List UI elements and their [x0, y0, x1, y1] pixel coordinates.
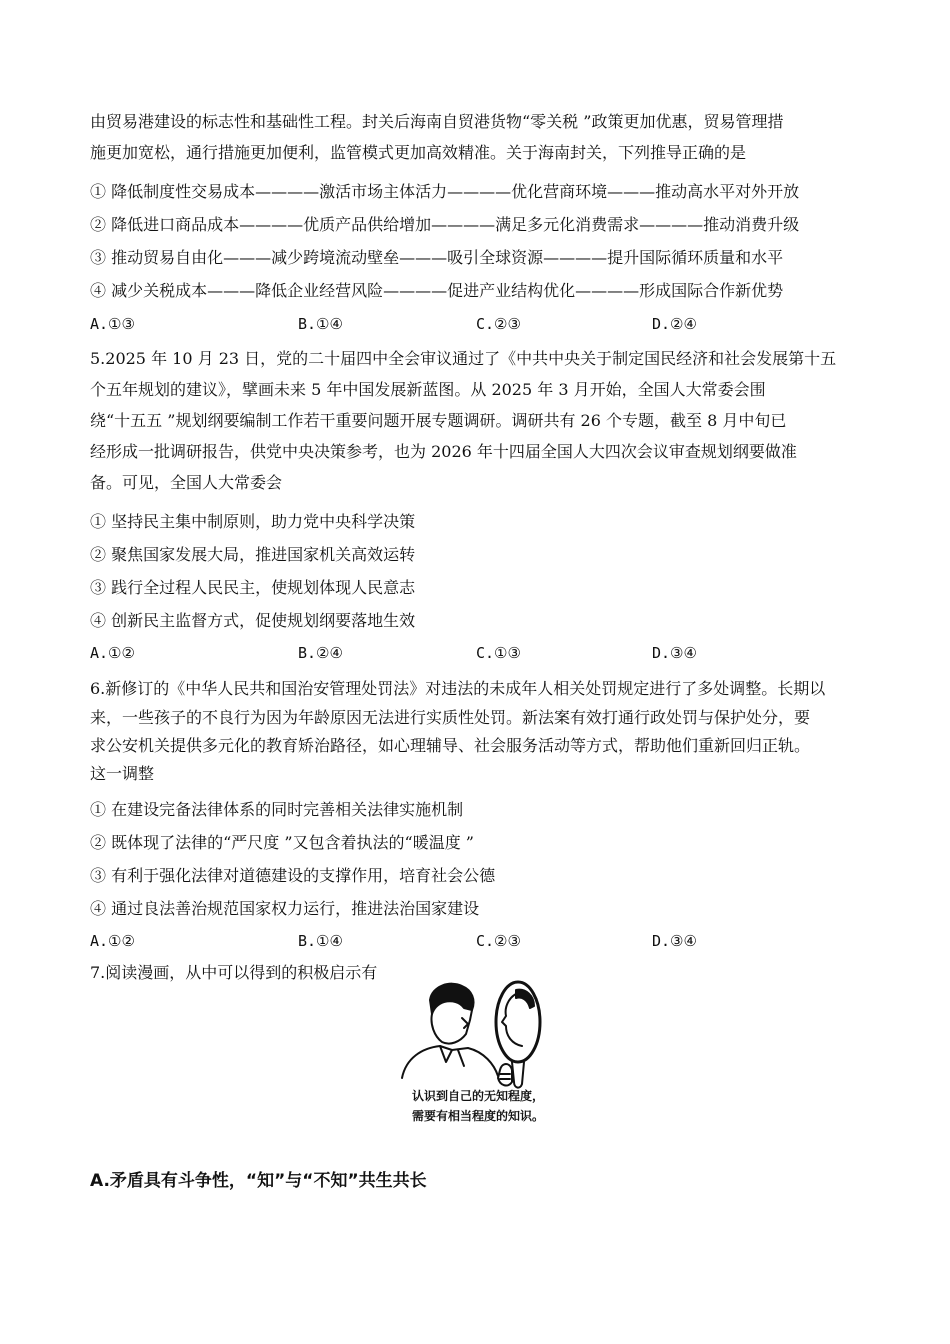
q6-item-3: ③ 有利于强化法律对道德建设的支撑作用，培育社会公德 [90, 866, 496, 885]
q6-answer-b: B.①④ [298, 932, 343, 950]
q6-stem-line-1: 6.新修订的《中华人民共和国治安管理处罚法》对违法的未成年人相关处罚规定进行了多处调整。长期以 [90, 679, 826, 698]
q6-answer-a: A.①② [90, 932, 135, 950]
q5-item-3: ③ 践行全过程人民民主，使规划体现人民意志 [90, 578, 416, 597]
q4-answer-a: A.①③ [90, 315, 135, 333]
q6-item-4: ④ 通过良法善治规范国家权力运行，推进法治国家建设 [90, 899, 480, 918]
q6-stem-line-2: 来，一些孩子的不良行为因为年龄原因无法进行实质性处罚。新法案有效打通行政处罚与保护处分，要 [90, 708, 811, 727]
q5-stem-line-4: 经形成一批调研报告，供党中央决策参考，也为 2026 年十四届全国人大四次会议审查规划纲要做准 [90, 442, 797, 461]
q4-stem-line-2: 施更加宽松，通行措施更加便利，监管模式更加高效精准。关于海南封关，下列推导正确的是 [90, 143, 747, 162]
q6-stem-line-3: 求公安机关提供多元化的教育矫治路径，如心理辅导、社会服务活动等方式，帮助他们重新回归正轨。 [90, 736, 811, 755]
q6-item-1: ① 在建设完备法律体系的同时完善相关法律实施机制 [90, 800, 464, 819]
q5-stem-line-2: 个五年规划的建议》，擘画未来 5 年中国发展新蓝图。从 2025 年 3 月开始，全国人大常委会围 [90, 380, 766, 399]
cartoon-caption-line-2: 需要有相当程度的知识。 [412, 1109, 545, 1123]
q5-item-4: ④ 创新民主监督方式，促使规划纲要落地生效 [90, 611, 416, 630]
q5-stem-line-1: 5.2025 年 10 月 23 日，党的二十届四中全会审议通过了《中共中央关于制定国民经济和社会发展第十五 [90, 349, 837, 368]
q5-stem-line-3: 绕“十五五 ”规划纲要编制工作若干重要问题开展专题调研。调研共有 26 个专题，截至 8 月中旬已 [90, 411, 787, 430]
q4-item-1: ① 降低制度性交易成本————激活市场主体活力————优化营商环境———推动高水平对外开放 [90, 182, 800, 201]
cartoon-caption-line-1: 认识到自己的无知程度， [412, 1089, 545, 1103]
q5-stem-line-5: 备。可见，全国人大常委会 [90, 473, 283, 492]
q5-item-2: ② 聚焦国家发展大局，推进国家机关高效运转 [90, 545, 416, 564]
q4-item-3: ③ 推动贸易自由化———减少跨境流动壁垒———吸引全球资源————提升国际循环质量和水平 [90, 248, 784, 267]
q7-stem: 7.阅读漫画，从中可以得到的积极启示有 [90, 963, 378, 982]
q4-item-4: ④ 减少关税成本———降低企业经营风险————促进产业结构优化————形成国际合作新优势 [90, 281, 784, 300]
q4-answer-d: D.②④ [652, 315, 697, 333]
q5-answer-c: C.①③ [476, 644, 521, 662]
q7-option-a: A.矛盾具有斗争性，“知”与“不知”共生共长 [90, 1171, 427, 1191]
q6-stem-line-4: 这一调整 [90, 764, 155, 783]
q5-item-1: ① 坚持民主集中制原则，助力党中央科学决策 [90, 512, 416, 531]
q6-answer-d: D.③④ [652, 932, 697, 950]
q6-answer-c: C.②③ [476, 932, 521, 950]
q5-answer-a: A.①② [90, 644, 135, 662]
cartoon-illustration [380, 978, 580, 1128]
q4-item-2: ② 降低进口商品成本————优质产品供给增加————满足多元化消费需求————推动消费升级 [90, 215, 800, 234]
q4-stem-line-1: 由贸易港建设的标志性和基础性工程。封关后海南自贸港货物“零关税 ”政策更加优惠，贸易管理措 [90, 112, 784, 131]
q4-answer-c: C.②③ [476, 315, 521, 333]
q5-answer-b: B.②④ [298, 644, 343, 662]
q6-item-2: ② 既体现了法律的“严尺度 ”又包含着执法的“暖温度 ” [90, 833, 474, 852]
q4-answer-b: B.①④ [298, 315, 343, 333]
q5-answer-d: D.③④ [652, 644, 697, 662]
